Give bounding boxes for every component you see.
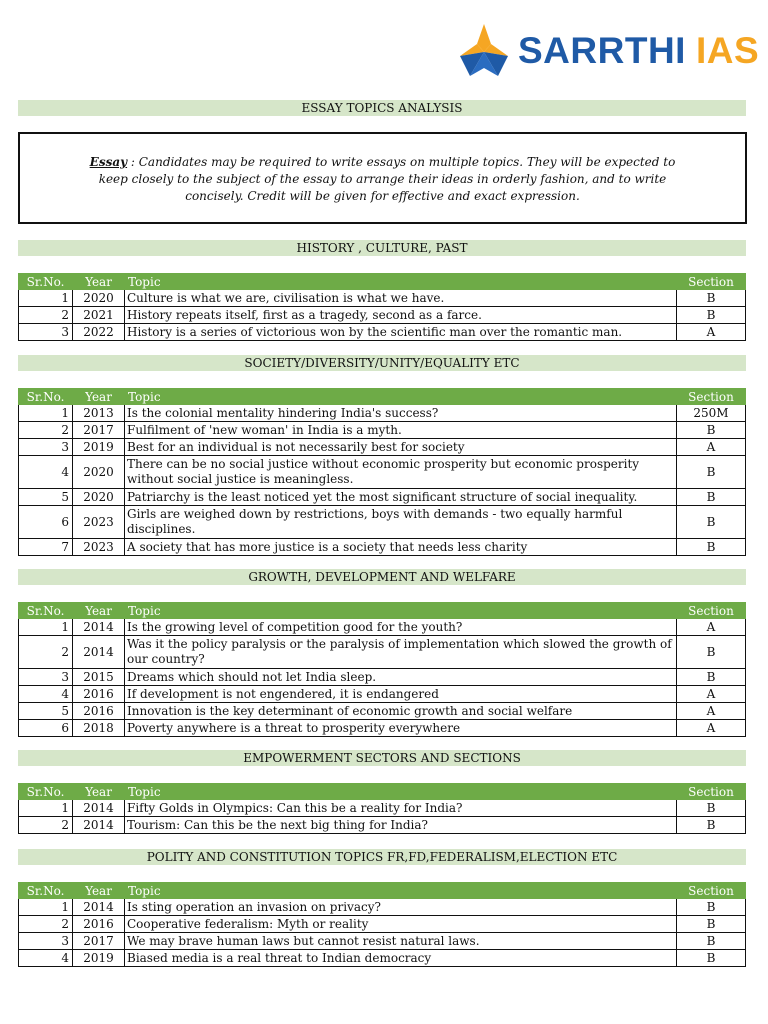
cell-topic: Best for an individual is not necessarily best for society (125, 439, 677, 456)
cell-topic: If development is not engendered, it is endangered (125, 686, 677, 703)
header-section: Section (677, 274, 746, 290)
header-year: Year (73, 603, 125, 619)
table-header-row (19, 389, 746, 405)
cell-section: A (677, 720, 746, 737)
cell-year: 2014 (73, 619, 125, 636)
cell-srno: 7 (19, 539, 73, 556)
cell-srno: 1 (19, 405, 73, 422)
cell-section: B (677, 636, 746, 669)
cell-srno: 1 (19, 899, 73, 916)
table-row (19, 619, 746, 636)
cell-topic: Innovation is the key determinant of economic growth and social welfare (125, 703, 677, 720)
cell-topic: Fifty Golds in Olympics: Can this be a reality for India? (125, 800, 677, 817)
table-row (19, 950, 746, 967)
cell-section: B (677, 489, 746, 506)
cell-topic: Girls are weighed down by restrictions, boys with demands - two equally harmful disciplines. (125, 506, 677, 539)
table-row (19, 539, 746, 556)
cell-section: A (677, 703, 746, 720)
cell-year: 2023 (73, 506, 125, 539)
cell-srno: 1 (19, 619, 73, 636)
header-srno: Sr.No. (19, 883, 73, 899)
table-row (19, 307, 746, 324)
cell-section: B (677, 290, 746, 307)
section-title: EMPOWERMENT SECTORS AND SECTIONS (18, 750, 746, 766)
table-row (19, 439, 746, 456)
cell-year: 2016 (73, 703, 125, 720)
cell-year: 2017 (73, 422, 125, 439)
cell-topic: History repeats itself, first as a tragedy, second as a farce. (125, 307, 677, 324)
cell-year: 2016 (73, 686, 125, 703)
cell-year: 2022 (73, 324, 125, 341)
cell-section: A (677, 619, 746, 636)
header-year: Year (73, 389, 125, 405)
sarrthi-ias-logo (456, 22, 760, 78)
cell-srno: 2 (19, 307, 73, 324)
brand-name (518, 30, 759, 72)
cell-srno: 6 (19, 506, 73, 539)
cell-year: 2023 (73, 539, 125, 556)
cell-srno: 2 (19, 916, 73, 933)
cell-topic: Tourism: Can this be the next big thing for India? (125, 817, 677, 834)
table-row (19, 489, 746, 506)
cell-section: B (677, 800, 746, 817)
section-title: SOCIETY/DIVERSITY/UNITY/EQUALITY ETC (18, 355, 746, 371)
topics-table (18, 273, 746, 341)
header-srno: Sr.No. (19, 389, 73, 405)
cell-srno: 4 (19, 686, 73, 703)
header-section: Section (677, 603, 746, 619)
cell-srno: 3 (19, 933, 73, 950)
cell-topic: Dreams which should not let India sleep. (125, 669, 677, 686)
cell-srno: 2 (19, 422, 73, 439)
table-header-row (19, 883, 746, 899)
header-srno: Sr.No. (19, 784, 73, 800)
header-section: Section (677, 883, 746, 899)
cell-year: 2019 (73, 950, 125, 967)
header-srno: Sr.No. (19, 274, 73, 290)
cell-srno: 4 (19, 950, 73, 967)
cell-topic: Is the growing level of competition good for the youth? (125, 619, 677, 636)
cell-topic: Patriarchy is the least noticed yet the most significant structure of social inequality. (125, 489, 677, 506)
topics-table (18, 783, 746, 834)
cell-section: 250M (677, 405, 746, 422)
cell-srno: 2 (19, 636, 73, 669)
cell-topic: Poverty anywhere is a threat to prosperity everywhere (125, 720, 677, 737)
main-title: ESSAY TOPICS ANALYSIS (18, 100, 746, 116)
header-year: Year (73, 274, 125, 290)
cell-year: 2014 (73, 899, 125, 916)
cell-topic: Fulfilment of 'new woman' in India is a myth. (125, 422, 677, 439)
cell-section: B (677, 916, 746, 933)
header-topic: Topic (125, 389, 677, 405)
header-year: Year (73, 883, 125, 899)
brand-name-part1: SARRTHI (518, 30, 686, 71)
cell-topic: Cooperative federalism: Myth or reality (125, 916, 677, 933)
section-title: GROWTH, DEVELOPMENT AND WELFARE (18, 569, 746, 585)
cell-srno: 3 (19, 324, 73, 341)
header-topic: Topic (125, 883, 677, 899)
cell-year: 2013 (73, 405, 125, 422)
table-row (19, 817, 746, 834)
table-row (19, 916, 746, 933)
topics-table (18, 602, 746, 737)
topics-table (18, 388, 746, 556)
table-row (19, 669, 746, 686)
cell-srno: 2 (19, 817, 73, 834)
cell-srno: 4 (19, 456, 73, 489)
cell-year: 2019 (73, 439, 125, 456)
header-topic: Topic (125, 784, 677, 800)
table-row (19, 422, 746, 439)
cell-section: B (677, 933, 746, 950)
cell-section: B (677, 669, 746, 686)
cell-year: 2017 (73, 933, 125, 950)
table-row (19, 324, 746, 341)
star-logo-icon (456, 22, 512, 78)
cell-topic: We may brave human laws but cannot resist natural laws. (125, 933, 677, 950)
cell-section: B (677, 950, 746, 967)
table-row (19, 933, 746, 950)
table-row (19, 456, 746, 489)
table-row (19, 506, 746, 539)
cell-topic: History is a series of victorious won by the scientific man over the romantic man. (125, 324, 677, 341)
table-row (19, 800, 746, 817)
table-row (19, 686, 746, 703)
table-row (19, 720, 746, 737)
header-section: Section (677, 389, 746, 405)
table-row (19, 290, 746, 307)
cell-year: 2020 (73, 456, 125, 489)
header-srno: Sr.No. (19, 603, 73, 619)
cell-topic: There can be no social justice without economic prosperity but economic prosperity without social justice is meaningless. (125, 456, 677, 489)
cell-section: B (677, 307, 746, 324)
cell-year: 2014 (73, 800, 125, 817)
cell-srno: 1 (19, 290, 73, 307)
cell-section: A (677, 439, 746, 456)
cell-srno: 5 (19, 489, 73, 506)
cell-year: 2014 (73, 817, 125, 834)
brand-name-part2: IAS (695, 30, 760, 71)
topics-table (18, 882, 746, 967)
cell-year: 2020 (73, 290, 125, 307)
header-topic: Topic (125, 603, 677, 619)
cell-section: B (677, 817, 746, 834)
essay-instructions-text: : Candidates may be required to write essays on multiple topics. They will be expected to keep closely to the subject of the essay to arrange their ideas in orderly fashion, and to write concisely. Credit will be given for effective and exact expression. (98, 155, 676, 203)
cell-srno: 6 (19, 720, 73, 737)
cell-year: 2021 (73, 307, 125, 324)
cell-topic: Is the colonial mentality hindering India's success? (125, 405, 677, 422)
section-title: HISTORY , CULTURE, PAST (18, 240, 746, 256)
section-title: POLITY AND CONSTITUTION TOPICS FR,FD,FEDERALISM,ELECTION ETC (18, 849, 746, 865)
cell-srno: 3 (19, 439, 73, 456)
cell-year: 2014 (73, 636, 125, 669)
cell-topic: Culture is what we are, civilisation is what we have. (125, 290, 677, 307)
cell-section: B (677, 899, 746, 916)
cell-year: 2020 (73, 489, 125, 506)
cell-year: 2016 (73, 916, 125, 933)
table-header-row (19, 603, 746, 619)
table-row (19, 636, 746, 669)
cell-topic: Is sting operation an invasion on privacy? (125, 899, 677, 916)
cell-topic: Biased media is a real threat to Indian democracy (125, 950, 677, 967)
cell-section: B (677, 506, 746, 539)
header-section: Section (677, 784, 746, 800)
cell-section: B (677, 422, 746, 439)
cell-section: B (677, 539, 746, 556)
cell-section: A (677, 686, 746, 703)
essay-instructions-box (18, 132, 747, 224)
cell-srno: 1 (19, 800, 73, 817)
cell-topic: Was it the policy paralysis or the paralysis of implementation which slowed the growth of our country? (125, 636, 677, 669)
cell-srno: 5 (19, 703, 73, 720)
header-year: Year (73, 784, 125, 800)
cell-section: B (677, 456, 746, 489)
table-row (19, 899, 746, 916)
table-header-row (19, 274, 746, 290)
table-row (19, 405, 746, 422)
cell-srno: 3 (19, 669, 73, 686)
cell-topic: A society that has more justice is a society that needs less charity (125, 539, 677, 556)
table-header-row (19, 784, 746, 800)
header-topic: Topic (125, 274, 677, 290)
cell-year: 2015 (73, 669, 125, 686)
essay-label: Essay (89, 155, 128, 169)
table-row (19, 703, 746, 720)
cell-year: 2018 (73, 720, 125, 737)
cell-section: A (677, 324, 746, 341)
